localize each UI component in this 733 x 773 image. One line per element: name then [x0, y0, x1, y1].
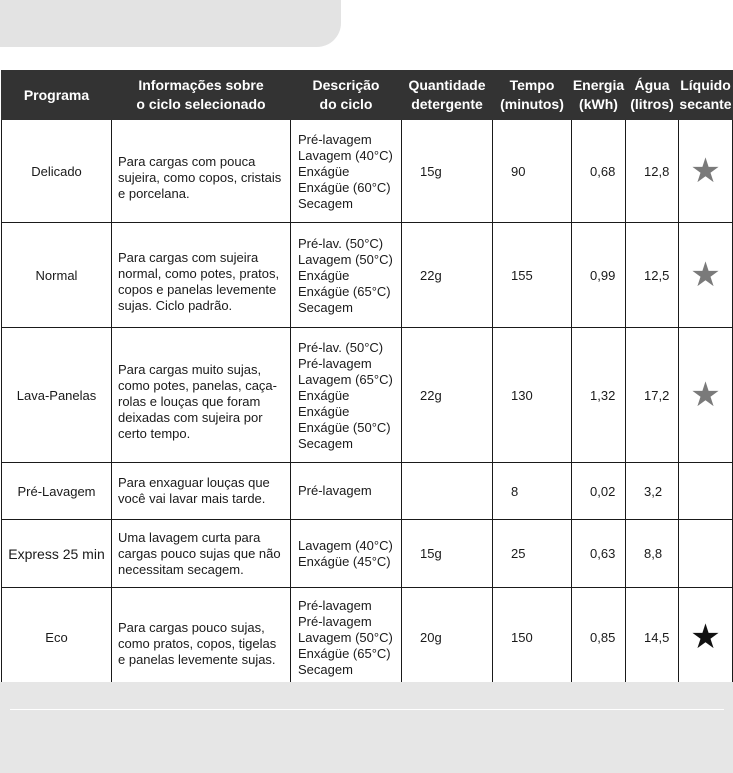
program-name: Eco	[2, 588, 112, 687]
water-liters: 12,5	[626, 223, 679, 328]
program-name: Express 25 min	[2, 520, 112, 588]
cycle-description: Pré-lav. (50°C) Lavagem (50°C) Enxágüe Enxágüe (65°C) Secagem	[291, 223, 402, 328]
time-minutes: 90	[493, 120, 572, 223]
star-icon: ★	[690, 618, 721, 656]
program-info: Para enxaguar louças que você vai lavar mais tarde.	[112, 463, 291, 520]
program-info: Uma lavagem curta para cargas pouco sujas que não necessitam secagem.	[112, 520, 291, 588]
detergent-amount: 15g	[402, 120, 493, 223]
program-info: Para cargas pouco sujas, como pratos, copos, tigelas e panelas levemente sujas.	[112, 588, 291, 687]
header-programa: Programa	[2, 71, 112, 120]
water-liters: 14,5	[626, 588, 679, 687]
cycle-description: Pré-lav. (50°C) Pré-lavagem Lavagem (65°C) Enxágüe Enxágüe Enxágüe (50°C) Secagem	[291, 328, 402, 463]
program-name: Lava-Panelas	[2, 328, 112, 463]
rinse-aid-cell	[679, 328, 733, 463]
rinse-aid-cell	[679, 520, 733, 588]
energy-kwh: 0,63	[572, 520, 626, 588]
table-row	[2, 588, 733, 687]
rinse-aid-cell	[679, 120, 733, 223]
water-liters: 17,2	[626, 328, 679, 463]
header-liquido: Líquido secante	[679, 71, 733, 120]
program-info: Para cargas com pouca sujeira, como copos, cristais e porcelana.	[112, 120, 291, 223]
header-descricao: Descrição do ciclo	[291, 71, 402, 120]
table-row	[2, 520, 733, 588]
program-name: Pré-Lavagem	[2, 463, 112, 520]
program-info: Para cargas muito sujas, como potes, panelas, caça-rolas e louças que foram deixadas com sujeira por certo tempo.	[112, 328, 291, 463]
water-liters: 3,2	[626, 463, 679, 520]
detergent-amount	[402, 463, 493, 520]
header-informacoes: Informações sobre o ciclo selecionado	[112, 71, 291, 120]
time-minutes: 130	[493, 328, 572, 463]
detergent-amount: 22g	[402, 223, 493, 328]
table-row	[2, 463, 733, 520]
cycle-description: Lavagem (40°C) Enxágüe (45°C)	[291, 520, 402, 588]
table-row	[2, 223, 733, 328]
detergent-amount: 15g	[402, 520, 493, 588]
energy-kwh: 0,85	[572, 588, 626, 687]
energy-kwh: 0,02	[572, 463, 626, 520]
rinse-aid-cell	[679, 223, 733, 328]
header-quantidade: Quantidade detergente	[402, 71, 493, 120]
star-icon: ★	[690, 152, 721, 190]
energy-kwh: 0,68	[572, 120, 626, 223]
rinse-aid-cell	[679, 588, 733, 687]
bottom-panel	[0, 682, 733, 773]
energy-kwh: 1,32	[572, 328, 626, 463]
detergent-amount: 22g	[402, 328, 493, 463]
detergent-amount: 20g	[402, 588, 493, 687]
wash-programs-table	[1, 70, 733, 687]
time-minutes: 155	[493, 223, 572, 328]
water-liters: 8,8	[626, 520, 679, 588]
table-row	[2, 120, 733, 223]
divider	[10, 709, 724, 710]
table-row	[2, 328, 733, 463]
top-header-tab	[0, 0, 341, 47]
header-energia: Energia (kWh)	[572, 71, 626, 120]
time-minutes: 8	[493, 463, 572, 520]
time-minutes: 150	[493, 588, 572, 687]
header-agua: Água (litros)	[626, 71, 679, 120]
water-liters: 12,8	[626, 120, 679, 223]
time-minutes: 25	[493, 520, 572, 588]
cycle-description: Pré-lavagem Pré-lavagem Lavagem (50°C) Enxágüe (65°C) Secagem	[291, 588, 402, 687]
star-icon: ★	[690, 376, 721, 414]
program-name: Delicado	[2, 120, 112, 223]
program-info: Para cargas com sujeira normal, como potes, pratos, copos e panelas levemente sujas. Ciclo padrão.	[112, 223, 291, 328]
energy-kwh: 0,99	[572, 223, 626, 328]
program-name: Normal	[2, 223, 112, 328]
cycle-description: Pré-lavagem Lavagem (40°C) Enxágüe Enxágüe (60°C) Secagem	[291, 120, 402, 223]
table-header-row	[2, 71, 733, 120]
star-icon: ★	[690, 256, 721, 294]
rinse-aid-cell	[679, 463, 733, 520]
header-tempo: Tempo (minutos)	[493, 71, 572, 120]
cycle-description: Pré-lavagem	[291, 463, 402, 520]
